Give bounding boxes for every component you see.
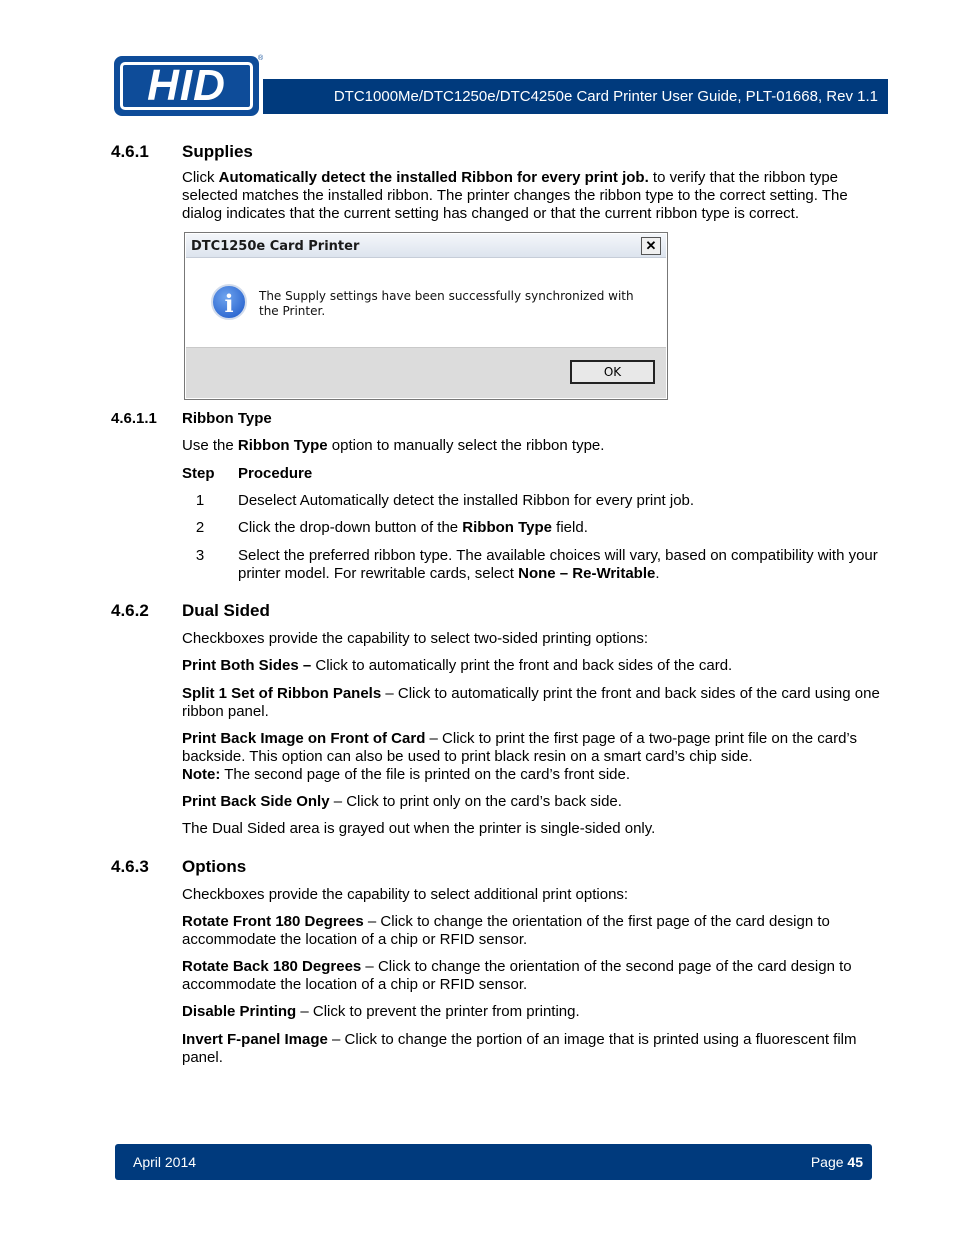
text: Click — [182, 169, 219, 186]
hid-logo-text: HID — [147, 61, 226, 110]
bold-text: Rotate Back 180 Degrees — [182, 958, 362, 975]
note-text: The second page of the file is printed on the card’s front side. — [220, 766, 631, 783]
supplies-paragraph — [182, 169, 882, 223]
col-step: Step — [182, 465, 215, 482]
close-icon[interactable]: ✕ — [641, 237, 661, 255]
text: option to manually select the ribbon type. — [327, 437, 605, 454]
heading-options: Options — [182, 857, 247, 876]
heading-4-6-2: 4.6.2 — [111, 601, 149, 620]
option-item — [182, 1003, 882, 1021]
document-title: DTC1000Me/DTC1250e/DTC4250e Card Printer User Guide, PLT-01668, Rev 1.1 — [333, 88, 878, 105]
bold-text: Ribbon Type — [237, 437, 328, 454]
dialog-window — [184, 232, 668, 400]
text: – Click to change the portion of an image that is printed using a fluorescent film panel. — [182, 1031, 857, 1066]
bold-text: Automatically detect the installed Ribbon for every print job. — [218, 169, 649, 186]
bold-text: Invert F-panel Image — [182, 1031, 328, 1048]
dialog-title: DTC1250e Card Printer — [191, 239, 360, 254]
option-item — [182, 730, 882, 784]
bold-text: None – Re-Writable — [518, 565, 656, 582]
footer-bar — [115, 1144, 872, 1180]
step-number: 2 — [195, 519, 205, 536]
col-procedure: Procedure — [238, 465, 313, 482]
bold-text: Disable Printing — [182, 1003, 297, 1020]
bold-text: Print Back Image on Front of Card — [182, 730, 426, 747]
bold-text: Rotate Front 180 Degrees — [182, 913, 364, 930]
page-number: 45 — [847, 1154, 863, 1170]
dual-sided-outro: The Dual Sided area is grayed out when the printer is single-sided only. — [182, 820, 656, 837]
step-text — [238, 547, 878, 583]
heading-4-6-3: 4.6.3 — [111, 857, 149, 876]
bold-text: Ribbon Type — [462, 519, 553, 536]
registered-mark: ® — [258, 55, 264, 62]
bold-text: Print Back Side Only — [182, 793, 330, 810]
text: – Click to prevent the printer from printing. — [296, 1003, 580, 1020]
text: field. — [552, 519, 588, 536]
text: – Click to print only on the card’s back side. — [329, 793, 622, 810]
header-bar — [263, 79, 888, 114]
note-label: Note: — [182, 766, 221, 783]
option-item — [182, 657, 882, 675]
text: Click to automatically print the front and back sides of the card. — [311, 657, 733, 674]
heading-supplies: Supplies — [182, 142, 253, 161]
footer-date: April 2014 — [133, 1154, 197, 1170]
step-text — [238, 492, 878, 510]
option-item — [182, 958, 882, 994]
bold-text: Print Both Sides – — [182, 657, 312, 674]
dialog-titlebar — [186, 234, 666, 258]
options-intro: Checkboxes provide the capability to select additional print options: — [182, 886, 629, 903]
dialog-message: The Supply settings have been successfully synchronized with the Printer. — [259, 289, 634, 318]
text: Use the — [182, 437, 238, 454]
ok-button[interactable]: OK — [570, 360, 655, 384]
option-item — [182, 793, 882, 811]
page-label: Page — [810, 1154, 848, 1170]
hid-logo — [114, 56, 259, 116]
text: Click the drop-down button of the — [238, 519, 463, 536]
heading-4-6-1 — [111, 142, 149, 162]
page-indicator — [811, 1154, 863, 1170]
text: Deselect Automatically detect the installed Ribbon for every print job. — [238, 492, 695, 509]
hid-logo-frame — [120, 62, 253, 110]
bold-text: Split 1 Set of Ribbon Panels — [182, 685, 382, 702]
info-icon: i — [211, 284, 247, 320]
text: – Click to change the orientation of the second page of the card design to accommodate the location of a chip or RFID sensor. — [182, 958, 852, 993]
dual-sided-intro: Checkboxes provide the capability to select two-sided printing options: — [182, 630, 649, 647]
step-number: 3 — [195, 547, 205, 564]
option-item — [182, 685, 882, 721]
heading-dual-sided: Dual Sided — [182, 601, 270, 620]
text: . — [655, 565, 660, 582]
step-text — [238, 519, 878, 537]
text: – Click to print the first page of a two-page print file on the card’s backside. This option can also be used to print black resin on a smart card’s chip side. — [182, 730, 857, 765]
dialog-footer — [186, 347, 666, 398]
section-number: 4.6.1 — [111, 142, 149, 161]
text: to verify that the ribbon type selected matches the installed ribbon. The printer changes the ribbon type to the correct setting. The dialog indicates that the current setting has changed or that the current ribbon type is correct. — [182, 169, 848, 222]
ribbon-type-paragraph — [182, 437, 882, 455]
option-item — [182, 913, 882, 949]
text: – Click to change the orientation of the first page of the card design to accommodate the location of a chip or RFID sensor. — [182, 913, 830, 948]
text: Select the preferred ribbon type. The available choices will vary, based on compatibility with your printer model. For rewritable cards, select — [238, 547, 878, 582]
step-number: 1 — [195, 492, 205, 509]
heading-4-6-1-1: 4.6.1.1 — [111, 410, 157, 427]
heading-ribbon-type: Ribbon Type — [182, 410, 272, 427]
option-item — [182, 1031, 882, 1067]
text: – Click to automatically print the front and back sides of the card using one ribbon panel. — [182, 685, 880, 720]
